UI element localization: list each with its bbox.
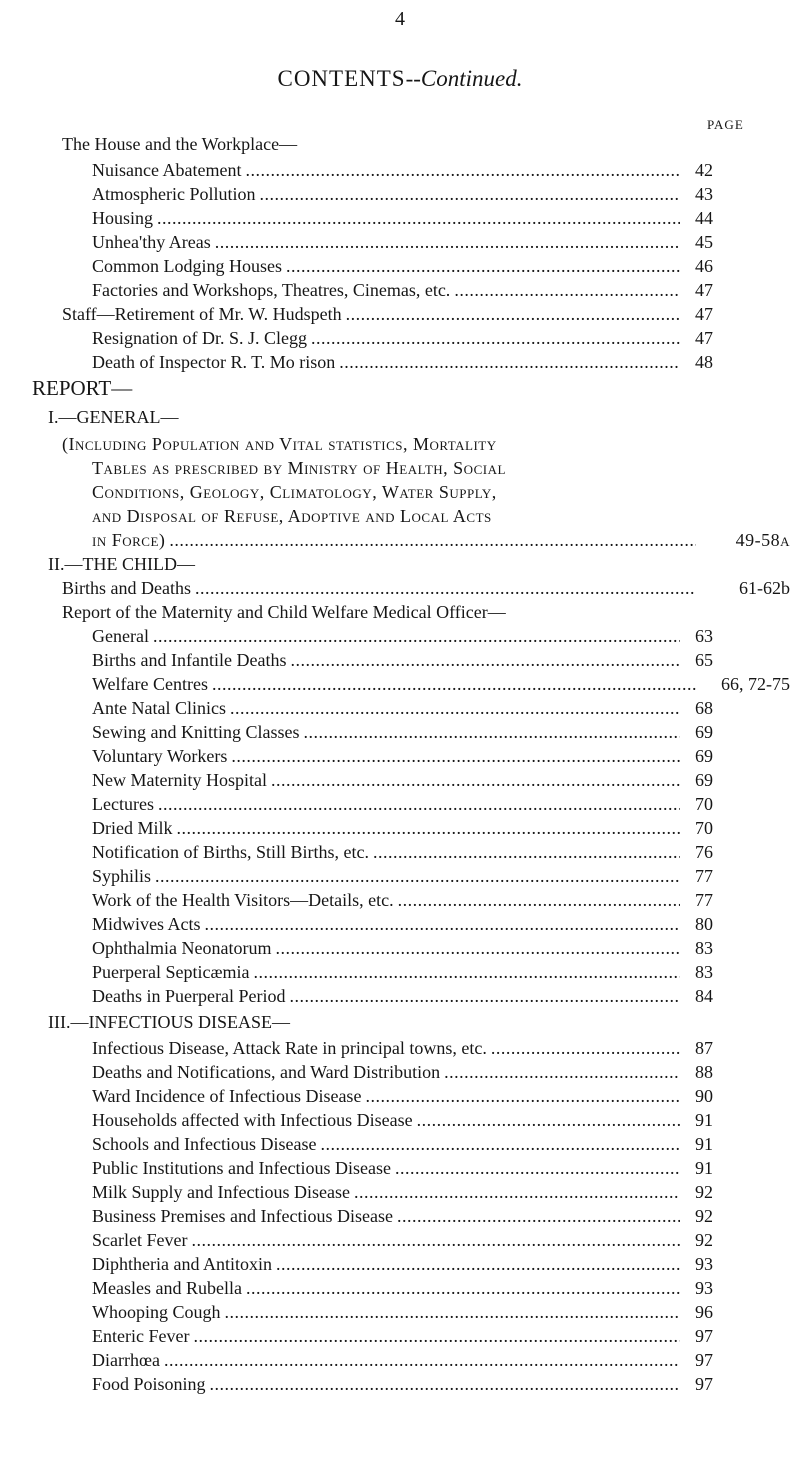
toc-entry (0, 744, 724, 768)
toc-label: Infectious Disease, Attack Rate in principal towns, etc. (92, 1038, 487, 1058)
toc-label: Death of Inspector R. T. Mo rison (92, 352, 336, 372)
leader-dots (454, 278, 680, 302)
toc-entry (0, 158, 724, 182)
toc-entry (0, 984, 724, 1008)
leader-dots (212, 672, 696, 696)
toc-page: 97 (695, 1374, 713, 1394)
toc-note-line (0, 504, 724, 528)
toc-entry (0, 864, 724, 888)
toc-entry (0, 350, 724, 374)
toc-page: 83 (695, 962, 713, 982)
toc-label: Factories and Workshops, Theatres, Cinemas, etc. (92, 280, 451, 300)
toc-label: Births and Deaths (62, 578, 191, 598)
toc-label: in Force) (92, 530, 166, 550)
toc-entry (0, 1252, 724, 1276)
toc-label: Diphtheria and Antitoxin (92, 1254, 272, 1274)
toc-label: Diarrhœa (92, 1350, 160, 1370)
toc-note-line (0, 456, 724, 480)
leader-dots (398, 888, 680, 912)
leader-dots (157, 206, 680, 230)
toc-label: Sewing and Knitting Classes (92, 722, 300, 742)
toc-entry (0, 624, 724, 648)
toc-label: III.—INFECTIOUS DISEASE— (48, 1012, 290, 1032)
leader-dots (417, 1108, 680, 1132)
contents-title-suffix: --Continued. (405, 66, 523, 91)
toc-entry (0, 1276, 724, 1300)
toc-heading (0, 132, 724, 158)
toc-entry (0, 648, 724, 672)
toc-label: Households affected with Infectious Disease (92, 1110, 413, 1130)
toc-label: The House and the Workplace— (62, 134, 298, 154)
toc-page: 69 (695, 722, 713, 742)
toc-page: 91 (695, 1110, 713, 1130)
leader-dots (205, 912, 680, 936)
leader-dots (304, 720, 681, 744)
toc-entry (0, 528, 790, 552)
page-column-header: PAGE (707, 117, 744, 132)
leader-dots (215, 230, 680, 254)
toc-entry (0, 1060, 724, 1084)
leader-dots (444, 1060, 680, 1084)
toc-entry (0, 960, 724, 984)
toc-entry (0, 1348, 724, 1372)
toc-label: Public Institutions and Infectious Disease (92, 1158, 391, 1178)
toc-entry (0, 816, 724, 840)
toc-label: Whooping Cough (92, 1302, 221, 1322)
toc-entry (0, 1108, 724, 1132)
toc-page: 46 (695, 256, 713, 276)
toc-entry (0, 720, 724, 744)
toc-page: 92 (695, 1230, 713, 1250)
toc-entry (0, 206, 724, 230)
toc-page: 93 (695, 1278, 713, 1298)
toc-heading (0, 552, 724, 576)
toc-label: Ante Natal Clinics (92, 698, 226, 718)
toc-entry (0, 1084, 724, 1108)
toc-entry (0, 326, 724, 350)
toc-page: 76 (695, 842, 713, 862)
toc-note-line (0, 432, 724, 456)
toc-label: Nuisance Abatement (92, 160, 242, 180)
table-of-contents (0, 132, 800, 1396)
leader-dots (373, 840, 680, 864)
leader-dots (177, 816, 681, 840)
toc-page: 47 (695, 328, 713, 348)
toc-heading (0, 402, 724, 432)
toc-note-line (0, 480, 724, 504)
toc-label: Lectures (92, 794, 154, 814)
toc-page: 96 (695, 1302, 713, 1322)
toc-label: Notification of Births, Still Births, etc. (92, 842, 369, 862)
toc-page: 47 (695, 304, 713, 324)
leader-dots (210, 1372, 680, 1396)
toc-label: Staff—Retirement of Mr. W. Hudspeth (62, 304, 342, 324)
leader-dots (311, 326, 680, 350)
toc-label: General (92, 626, 149, 646)
toc-page: 70 (695, 794, 713, 814)
leader-dots (395, 1156, 680, 1180)
leader-dots (346, 302, 680, 326)
leader-dots (276, 1252, 680, 1276)
leader-dots (195, 576, 696, 600)
toc-entry (0, 278, 724, 302)
leader-dots (339, 350, 680, 374)
toc-page: 92 (695, 1182, 713, 1202)
leader-dots (354, 1180, 680, 1204)
toc-page: 87 (695, 1038, 713, 1058)
leader-dots (289, 984, 680, 1008)
toc-entry (0, 1300, 724, 1324)
leader-dots (397, 1204, 680, 1228)
toc-label: Ward Incidence of Infectious Disease (92, 1086, 362, 1106)
toc-page: 70 (695, 818, 713, 838)
toc-entry (0, 230, 724, 254)
leader-dots (365, 1084, 680, 1108)
toc-label: Unhea'thy Areas (92, 232, 211, 252)
toc-label: Measles and Rubella (92, 1278, 242, 1298)
toc-entry (0, 1180, 724, 1204)
toc-entry (0, 792, 724, 816)
leader-dots (191, 1228, 680, 1252)
toc-heading (0, 1008, 724, 1036)
toc-page: 91 (695, 1134, 713, 1154)
toc-page: 43 (695, 184, 713, 204)
leader-dots (320, 1132, 680, 1156)
toc-label: Schools and Infectious Disease (92, 1134, 317, 1154)
toc-page: 77 (695, 866, 713, 886)
toc-page: 83 (695, 938, 713, 958)
toc-label: Deaths and Notifications, and Ward Distribution (92, 1062, 441, 1082)
toc-page: 97 (695, 1350, 713, 1370)
toc-page: 90 (695, 1086, 713, 1106)
toc-page: 68 (695, 698, 713, 718)
toc-label: Puerperal Septicæmia (92, 962, 250, 982)
contents-title-main: CONTENTS (277, 66, 406, 91)
toc-label: Syphilis (92, 866, 152, 886)
toc-page: 97 (695, 1326, 713, 1346)
leader-dots (169, 528, 696, 552)
toc-page: 44 (695, 208, 713, 228)
leader-dots (491, 1036, 680, 1060)
leader-dots (225, 1300, 681, 1324)
leader-dots (193, 1324, 680, 1348)
toc-page: 77 (695, 890, 713, 910)
toc-entry (0, 888, 724, 912)
toc-page: 93 (695, 1254, 713, 1274)
toc-label: Housing (92, 208, 154, 228)
toc-label: Scarlet Fever (92, 1230, 188, 1250)
toc-page: 69 (695, 770, 713, 790)
toc-page: 91 (695, 1158, 713, 1178)
leader-dots (271, 768, 680, 792)
toc-entry (0, 936, 724, 960)
toc-entry (0, 912, 724, 936)
toc-page: 45 (695, 232, 713, 252)
toc-label: Dried Milk (92, 818, 173, 838)
toc-page: 47 (695, 280, 713, 300)
toc-heading (0, 600, 724, 624)
toc-page: 61-62b (739, 578, 790, 598)
toc-label: New Maternity Hospital (92, 770, 267, 790)
leader-dots (253, 960, 680, 984)
toc-label: Business Premises and Infectious Disease (92, 1206, 393, 1226)
toc-page: 49-58a (735, 530, 790, 550)
toc-page: 66, 72-75 (721, 674, 790, 694)
toc-entry (0, 182, 724, 206)
toc-entry (0, 254, 724, 278)
leader-dots (231, 744, 680, 768)
leader-dots (153, 624, 680, 648)
toc-page: 69 (695, 746, 713, 766)
toc-entry (0, 1324, 724, 1348)
toc-entry (0, 1156, 724, 1180)
toc-entry (0, 1372, 724, 1396)
toc-label: I.—GENERAL— (48, 407, 179, 427)
toc-label: and Disposal of Refuse, Adoptive and Local Acts (92, 506, 492, 526)
toc-page: 84 (695, 986, 713, 1006)
toc-entry (0, 576, 790, 600)
leader-dots (275, 936, 680, 960)
contents-title (0, 66, 800, 92)
leader-dots (260, 182, 681, 206)
toc-label: Births and Infantile Deaths (92, 650, 287, 670)
leader-dots (155, 864, 680, 888)
toc-heading (0, 374, 724, 402)
toc-entry (0, 696, 724, 720)
toc-page: 63 (695, 626, 713, 646)
toc-label: Resignation of Dr. S. J. Clegg (92, 328, 307, 348)
leader-dots (158, 792, 680, 816)
toc-label: Conditions, Geology, Climatology, Water Supply, (92, 482, 497, 502)
leader-dots (164, 1348, 680, 1372)
leader-dots (246, 1276, 680, 1300)
toc-page: 92 (695, 1206, 713, 1226)
toc-page: 48 (695, 352, 713, 372)
toc-page: 65 (695, 650, 713, 670)
toc-label: Tables as prescribed by Ministry of Health, Social (92, 458, 506, 478)
toc-entry (0, 302, 724, 326)
toc-label: (Including Population and Vital statistics, Mortality (62, 434, 497, 454)
toc-label: Report of the Maternity and Child Welfare Medical Officer— (62, 602, 506, 622)
toc-label: Common Lodging Houses (92, 256, 283, 276)
toc-label: Midwives Acts (92, 914, 201, 934)
toc-label: Voluntary Workers (92, 746, 228, 766)
toc-label: Milk Supply and Infectious Disease (92, 1182, 350, 1202)
leader-dots (230, 696, 680, 720)
toc-entry (0, 672, 790, 696)
toc-entry (0, 1036, 724, 1060)
toc-entry (0, 1204, 724, 1228)
toc-label: II.—THE CHILD— (48, 554, 195, 574)
leader-dots (290, 648, 680, 672)
toc-entry (0, 1132, 724, 1156)
toc-entry (0, 1228, 724, 1252)
page-number: 4 (395, 8, 405, 30)
toc-label: Welfare Centres (92, 674, 208, 694)
leader-dots (245, 158, 680, 182)
toc-page: 42 (695, 160, 713, 180)
toc-entry (0, 768, 724, 792)
toc-label: Atmospheric Pollution (92, 184, 256, 204)
leader-dots (286, 254, 680, 278)
toc-label: Ophthalmia Neonatorum (92, 938, 272, 958)
toc-label: Deaths in Puerperal Period (92, 986, 286, 1006)
toc-label: Food Poisoning (92, 1374, 206, 1394)
toc-page: 88 (695, 1062, 713, 1082)
toc-label: REPORT— (32, 376, 133, 400)
toc-label: Work of the Health Visitors—Details, etc. (92, 890, 394, 910)
toc-entry (0, 840, 724, 864)
toc-label: Enteric Fever (92, 1326, 190, 1346)
toc-page: 80 (695, 914, 713, 934)
